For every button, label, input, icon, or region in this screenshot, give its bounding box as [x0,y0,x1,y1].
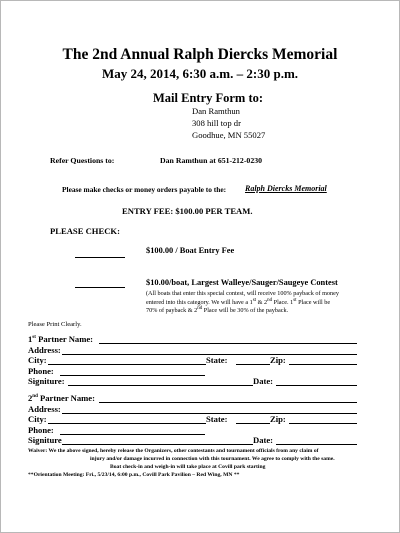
partner-2-date-label: Date: [253,435,274,445]
option-2-detail-b: entered into this category. We will have a 1st & 2nd Place. 1st Place will be [146,298,331,307]
print-clearly-note: Please Print Clearly. [28,321,82,328]
option-2-detail-a: (All boats that enter this special contest, will receive 100% payback of money [146,290,339,297]
checkbox-option-2[interactable] [75,287,125,288]
partner-2-phone-field[interactable] [60,434,205,435]
partner-1-name-label: 1st Partner Name: [28,334,94,344]
mail-heading: Mail Entry Form to: [153,91,264,105]
partner-2-state-field[interactable] [236,423,270,424]
partner-2-name-label: 2nd Partner Name: [28,393,95,403]
page-title: The 2nd Annual Ralph Diercks Memorial [62,46,338,63]
partner-1-signature-label: Signiture: [28,376,65,386]
partner-2-name-field[interactable] [99,402,357,403]
partner-1-date-label: Date: [253,376,274,386]
address-line-city: Goodhue, MN 55027 [192,130,266,140]
waiver-line-3: Boat check-in and weigh-in will take place at Covill park starting [110,464,266,470]
partner-2-zip-field[interactable] [289,423,357,424]
address-line-street: 308 hill top dr [192,118,241,128]
option-2-title: $10.00/boat, Largest Walleye/Sauger/Saugeye Contest [146,278,338,287]
partner-1-zip-label: Zip: [270,355,286,365]
please-check-label: PLEASE CHECK: [50,226,120,236]
option-1-label: $100.00 / Boat Entry Fee [146,246,235,255]
orientation-meeting: **Orientation Meeting: Fri., 5/23/14, 6:00 p.m., Covill Park Pavilion – Red Wing, MN ** [28,472,240,478]
partner-1-phone-label: Phone: [28,366,54,376]
partner-1-zip-field[interactable] [289,364,357,365]
partner-1-city-field[interactable] [48,364,206,365]
questions-label: Refer Questions to: [50,156,115,165]
partner-1-state-label: State: [206,355,228,365]
partner-1-address-label: Address: [28,345,61,355]
partner-2-zip-label: Zip: [270,414,286,424]
partner-2-signature-field[interactable] [62,444,253,445]
partner-2-state-label: State: [206,414,228,424]
partner-2-date-field[interactable] [276,444,357,445]
partner-1-date-field[interactable] [276,385,357,386]
checkbox-option-1[interactable] [75,257,125,258]
partner-1-state-field[interactable] [236,364,270,365]
entry-fee: ENTRY FEE: $100.00 PER TEAM. [122,206,253,216]
payable-name: Ralph Diercks Memorial [245,184,327,193]
event-date-time: May 24, 2014, 6:30 a.m. – 2:30 p.m. [101,66,299,81]
partner-2-phone-label: Phone: [28,425,54,435]
address-line-name: Dan Ramthun [192,106,240,116]
waiver-line-2: injury and/or damage incurred in connection with this tournament. We agree to comply with the same. [90,456,335,462]
questions-contact: Dan Ramthun at 651-212-0230 [160,156,263,165]
partner-2-address-label: Address: [28,404,61,414]
waiver-line-1: Waiver: We the above signed, hereby release the Organizers, other contestants and tournament officials from any claim of [28,448,319,454]
partner-2-signature-label: Signiture [28,435,62,445]
partner-1-signature-field[interactable] [68,385,253,386]
partner-1-name-field[interactable] [99,343,357,344]
option-2-detail-c: 70% of payback & 2nd Place will be 30% of the payback. [146,306,289,315]
payable-text: Please make checks or money orders payable to the: [62,185,227,194]
partner-2-city-label: City: [28,414,47,424]
partner-2-city-field[interactable] [48,423,206,424]
partner-1-phone-field[interactable] [60,375,205,376]
partner-1-city-label: City: [28,355,47,365]
